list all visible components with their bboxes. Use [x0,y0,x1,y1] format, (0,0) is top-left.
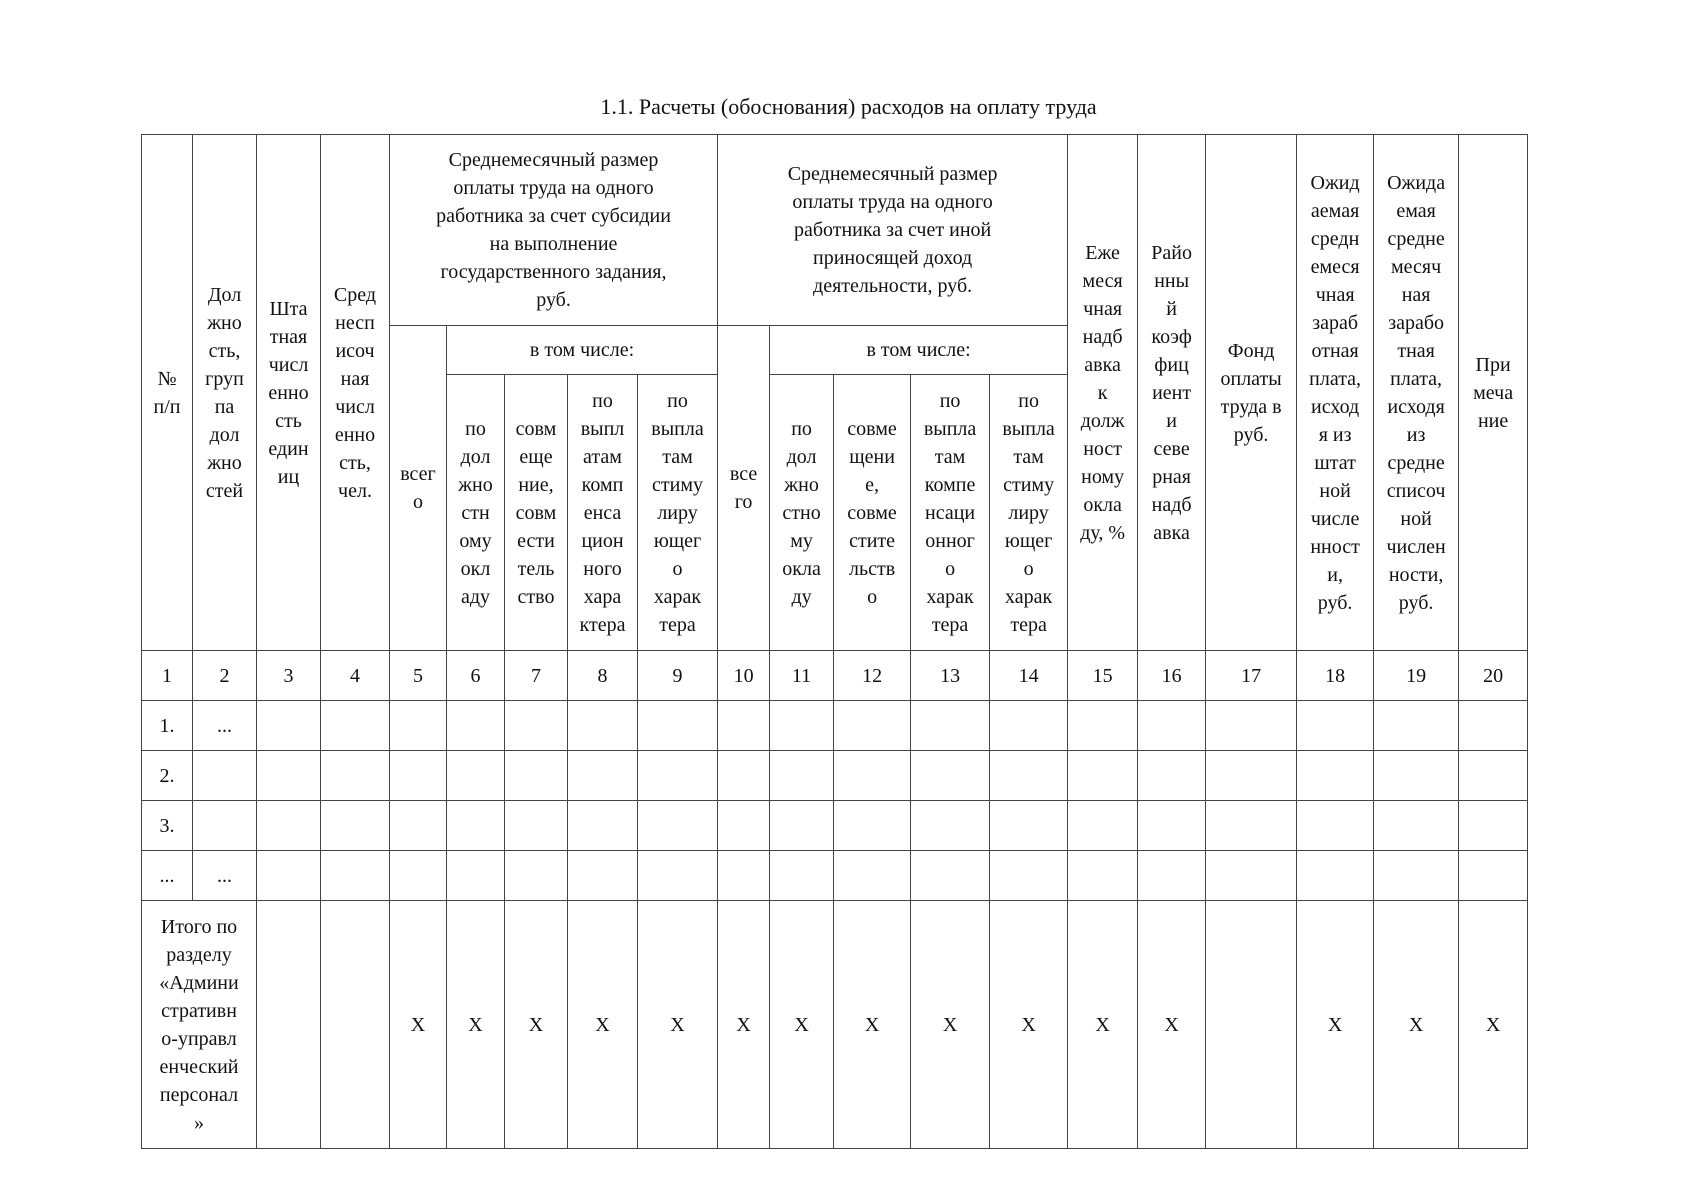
cell [770,751,834,801]
header-subsidy-total: всег о [390,326,447,651]
cell [770,701,834,751]
cell [447,851,505,901]
cell [1297,701,1374,751]
cell [505,701,568,751]
row-number: 3. [142,801,193,851]
header-other-including: в том числе: [770,326,1068,375]
total-row [142,901,1528,1149]
cell [568,801,638,851]
table-row [142,851,1528,901]
header-col-num: № п/п [142,135,193,651]
column-number: 15 [1068,651,1138,701]
cell [718,701,770,751]
cell [834,801,911,851]
cell [990,851,1068,901]
cell [505,801,568,851]
table-row [142,801,1528,851]
cell [1297,801,1374,851]
header-col-payroll-fund: Фонд оплаты труда в руб. [1206,135,1297,651]
row-number: 2. [142,751,193,801]
cell [257,901,321,1149]
x-mark: X [390,901,447,1149]
cell [1459,751,1528,801]
cell [505,751,568,801]
column-number: 8 [568,651,638,701]
cell [718,851,770,901]
cell [390,701,447,751]
column-number: 1 [142,651,193,701]
cell [568,701,638,751]
header-subsidy-salary: по дол жно стн ому окл аду [447,375,505,651]
cell [568,851,638,901]
header-col-position: Дол жно сть, груп па дол жно стей [193,135,257,651]
row-position: ... [193,701,257,751]
x-mark: X [568,901,638,1149]
cell [1068,751,1138,801]
cell [447,701,505,751]
page-title: 1.1. Расчеты (обоснования) расходов на оплату труда [600,94,1097,119]
cell [1206,701,1297,751]
cell [257,801,321,851]
x-mark: X [1297,901,1374,1149]
header-subsidy-compensation: по выпл атам комп енса цион ного хара ктера [568,375,638,651]
x-mark: X [1068,901,1138,1149]
cell [834,751,911,801]
cell [1374,851,1459,901]
cell [321,851,390,901]
table-row [142,701,1528,751]
cell [638,801,718,851]
cell [1374,701,1459,751]
x-mark: X [638,901,718,1149]
x-mark: X [990,901,1068,1149]
row-position [193,801,257,851]
column-number: 18 [1297,651,1374,701]
column-number: 9 [638,651,718,701]
cell [257,751,321,801]
cell [321,751,390,801]
cell [447,801,505,851]
x-mark: X [770,901,834,1149]
cell [1206,751,1297,801]
cell [1138,851,1206,901]
header-col-note: При меча ние [1459,135,1528,651]
table-row [142,751,1528,801]
cell [638,751,718,801]
header-other-salary: по дол жно стно му окла ду [770,375,834,651]
x-mark: X [1459,901,1528,1149]
cell [1068,701,1138,751]
column-number: 14 [990,651,1068,701]
cell [770,801,834,851]
cell [257,701,321,751]
cell [1138,751,1206,801]
cell [1068,851,1138,901]
x-mark: X [505,901,568,1149]
column-number: 17 [1206,651,1297,701]
cell [834,701,911,751]
column-number: 2 [193,651,257,701]
column-number: 4 [321,651,390,701]
cell [718,751,770,801]
cell [505,851,568,901]
column-number: 11 [770,651,834,701]
cell [1374,751,1459,801]
header-subsidy-combination: совм еще ние, совм ести тель ство [505,375,568,651]
cell [1297,751,1374,801]
cell [447,751,505,801]
cell [1138,801,1206,851]
cell [390,751,447,801]
x-mark: X [1374,901,1459,1149]
column-number: 20 [1459,651,1528,701]
cell [638,701,718,751]
total-label: Итого по разделу «Админи стративн о-управл енческий персонал » [142,901,257,1149]
header-group-other-income: Среднемесячный размер оплаты труда на одного работника за счет иной приносящей доход деятельности, руб. [718,135,1068,326]
header-group-subsidy: Среднемесячный размер оплаты труда на одного работника за счет субсидии на выполнение государственного задания, руб. [390,135,718,326]
row-number: ... [142,851,193,901]
header-col-avg-count: Сред несп исоч ная числ енно сть, чел. [321,135,390,651]
column-number: 5 [390,651,447,701]
cell [911,701,990,751]
header-col-regional-coef: Райо нны й коэф фиц иент и севе рная надб авка [1138,135,1206,651]
cell [1459,851,1528,901]
cell [911,751,990,801]
column-number: 10 [718,651,770,701]
row-position: ... [193,851,257,901]
cell [1138,701,1206,751]
header-other-total: все го [718,326,770,651]
cell [390,801,447,851]
cell [568,751,638,801]
x-mark: X [834,901,911,1149]
cell [321,701,390,751]
header-subsidy-incentive: по выпла там стиму лиру ющег о харак тера [638,375,718,651]
x-mark: X [1138,901,1206,1149]
x-mark: X [911,901,990,1149]
header-other-incentive: по выпла там стиму лиру ющег о харак тера [990,375,1068,651]
header-col-monthly-bonus: Еже меся чная надб авка к долж ност ному окла ду, % [1068,135,1138,651]
column-number: 19 [1374,651,1459,701]
cell [911,851,990,901]
cell [321,801,390,851]
cell [1459,801,1528,851]
row-number: 1. [142,701,193,751]
column-number: 6 [447,651,505,701]
cell [1206,851,1297,901]
cell [1206,901,1297,1149]
cell [834,851,911,901]
cell [990,801,1068,851]
header-other-combination: совме щени е, совме стите льств о [834,375,911,651]
column-number: 12 [834,651,911,701]
x-mark: X [718,901,770,1149]
payroll-table [141,134,1528,1149]
cell [770,851,834,901]
header-col-expected-salary-avg: Ожида емая средне месяч ная зарабо тная плата, исходя из средне списоч ной числен ности, руб. [1374,135,1459,651]
column-number: 16 [1138,651,1206,701]
cell [1068,801,1138,851]
cell [1459,701,1528,751]
cell [390,851,447,901]
header-col-staff-count: Шта тная числ енно сть един иц [257,135,321,651]
cell [911,801,990,851]
header-col-expected-salary-staff: Ожид аемая средн емеся чная зараб отная плата, исход я из штат ной числе нност и, руб. [1297,135,1374,651]
cell [638,851,718,901]
cell [1374,801,1459,851]
cell [1206,801,1297,851]
cell [990,751,1068,801]
cell [718,801,770,851]
header-subsidy-including: в том числе: [447,326,718,375]
x-mark: X [447,901,505,1149]
header-other-compensation: по выпла там компе нсаци онног о харак тера [911,375,990,651]
column-number: 13 [911,651,990,701]
row-position [193,751,257,801]
cell [321,901,390,1149]
column-number: 7 [505,651,568,701]
column-number-row [142,651,1528,701]
cell [1297,851,1374,901]
cell [257,851,321,901]
column-number: 3 [257,651,321,701]
cell [990,701,1068,751]
